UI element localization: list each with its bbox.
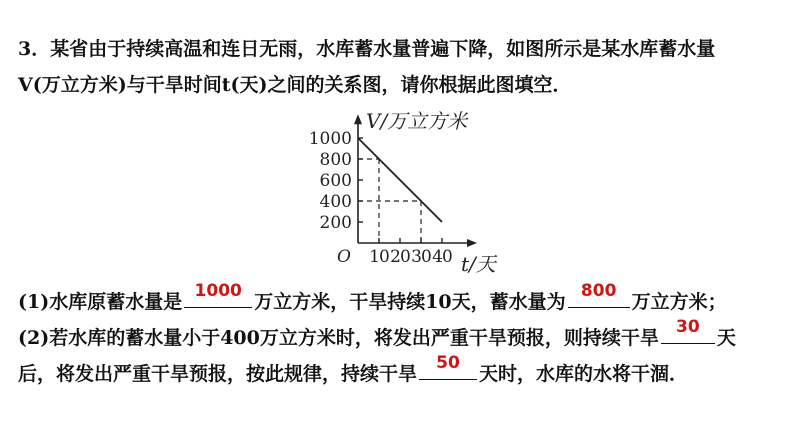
answer-1: 1000 <box>194 281 242 301</box>
question-2-text-a: (2)若水库的蓄水量小于400万立方米时，将发出严重干旱预报，则持续干旱 <box>18 327 659 349</box>
y-axis-title: V/万立方米 <box>366 109 468 133</box>
origin-label: O <box>337 247 351 267</box>
answer-blank-4[interactable] <box>419 353 477 380</box>
question-3-text-b: 天时，水库的水将干涸． <box>479 363 689 385</box>
question-1-text-c: 万立方米； <box>631 291 727 313</box>
problem-text-1: 3．某省由于持续高温和连日无雨，水库蓄水量普遍下降，如图所示是某水库蓄水量 <box>18 38 716 60</box>
y-tick-label: 200 <box>319 213 352 233</box>
problem-line-2 <box>18 73 571 97</box>
x-tick-label: 10 <box>369 247 389 267</box>
y-tick-label: 800 <box>319 150 352 170</box>
answer-blank-2[interactable] <box>568 281 630 308</box>
x-tick-label: 40 <box>432 247 452 267</box>
answer-4: 50 <box>436 353 460 373</box>
x-axis-arrow <box>467 239 477 247</box>
y-tick-label: 1000 <box>308 129 352 149</box>
y-tick-label: 600 <box>319 171 352 191</box>
answer-3: 30 <box>676 317 700 337</box>
question-3 <box>18 353 689 386</box>
answer-blank-1[interactable] <box>184 281 252 308</box>
y-tick-label: 400 <box>319 192 352 212</box>
y-axis-arrow <box>354 114 362 124</box>
question-1-text-b: 万立方米，干旱持续10天，蓄水量为 <box>254 291 566 313</box>
x-axis-title: t/天 <box>461 252 496 276</box>
question-2-text-b: 天 <box>716 327 736 349</box>
problem-line-1 <box>18 37 715 61</box>
volume-time-chart <box>290 106 500 276</box>
question-2 <box>18 317 736 350</box>
question-1 <box>18 281 727 314</box>
series-line <box>358 138 442 222</box>
question-3-text-a: 后，将发出严重干旱预报，按此规律，持续干旱 <box>18 363 418 385</box>
problem-text-2: V(万立方米)与干旱时间t(天)之间的关系图，请你根据此图填空． <box>18 74 572 96</box>
x-tick-label: 30 <box>411 247 431 267</box>
question-1-text-a: (1)水库原蓄水量是 <box>18 291 183 313</box>
answer-blank-3[interactable] <box>661 317 715 344</box>
answer-2: 800 <box>580 281 617 301</box>
x-tick-label: 20 <box>390 247 410 267</box>
